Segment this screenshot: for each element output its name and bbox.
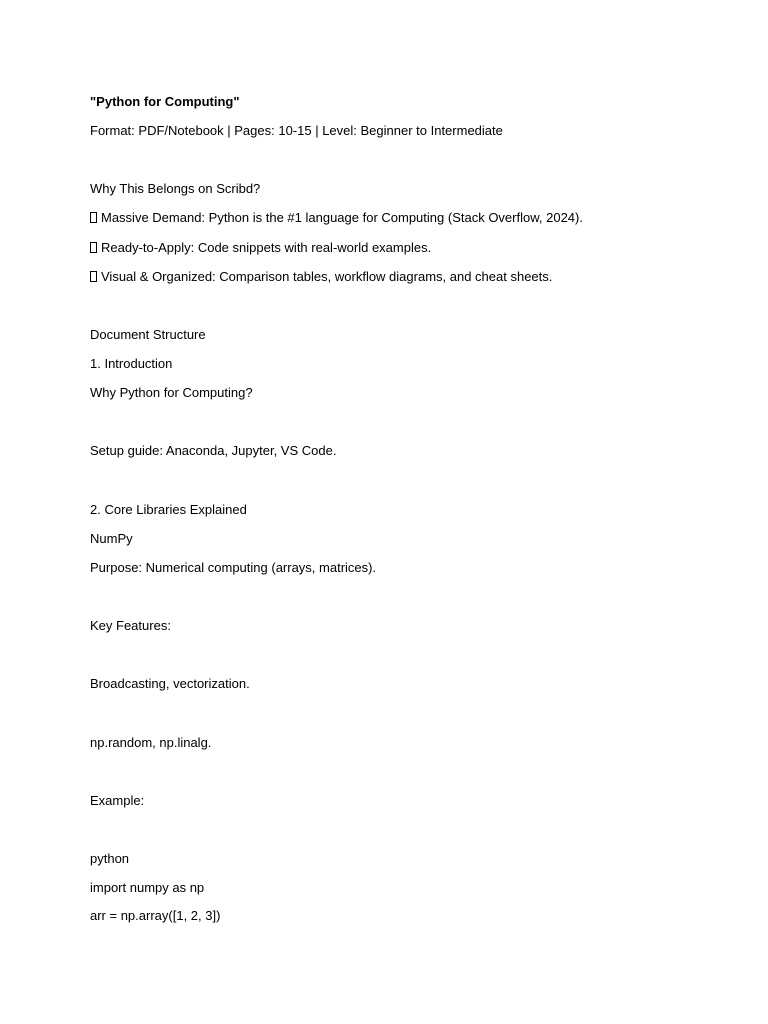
numpy-heading: NumPy — [90, 531, 133, 546]
bullet-visual-organized — [90, 269, 552, 285]
bullet-text: Visual & Organized: Comparison tables, workflow diagrams, and cheat sheets. — [101, 269, 553, 284]
document-meta: Format: PDF/Notebook | Pages: 10-15 | Level: Beginner to Intermediate — [90, 123, 503, 138]
bullet-massive-demand — [90, 210, 583, 226]
code-line-import: import numpy as np — [90, 880, 205, 895]
feature-modules: np.random, np.linalg. — [90, 735, 212, 750]
missing-glyph-icon — [90, 212, 97, 223]
key-features-label: Key Features: — [90, 618, 171, 633]
section1-question: Why Python for Computing? — [90, 385, 253, 400]
example-label: Example: — [90, 793, 145, 808]
document-title: "Python for Computing" — [90, 94, 240, 109]
bullet-ready-to-apply — [90, 240, 431, 256]
feature-broadcasting: Broadcasting, vectorization. — [90, 676, 250, 691]
bullet-text: Ready-to-Apply: Code snippets with real-world examples. — [101, 240, 432, 255]
code-line-array: arr = np.array([1, 2, 3]) — [90, 908, 221, 923]
numpy-purpose: Purpose: Numerical computing (arrays, matrices). — [90, 560, 377, 575]
bullet-text: Massive Demand: Python is the #1 language for Computing (Stack Overflow, 2024). — [101, 210, 583, 225]
section1-heading: 1. Introduction — [90, 356, 173, 371]
section2-heading: 2. Core Libraries Explained — [90, 502, 247, 517]
missing-glyph-icon — [90, 242, 97, 253]
code-language-label: python — [90, 851, 130, 866]
why-heading: Why This Belongs on Scribd? — [90, 181, 261, 196]
structure-heading: Document Structure — [90, 327, 206, 342]
missing-glyph-icon — [90, 271, 97, 282]
setup-guide: Setup guide: Anaconda, Jupyter, VS Code. — [90, 443, 337, 458]
